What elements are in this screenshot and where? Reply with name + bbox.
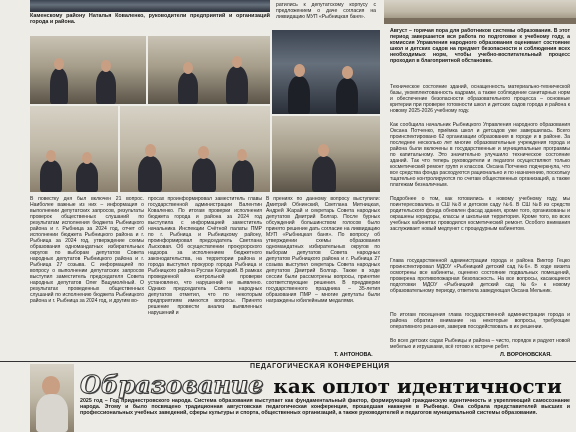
right-col-lead: Август – горячая пора для работников системы образования. В этот период завершается вся работа по подготовке к учебному году, а комиссия Управления народного образования оценивает состояние школ и детских садов на предмет безопасности и соблюдения всех необходимых норм, чтобы учебно-воспитательный процесс проходил в благоприятной обстановке. <box>390 28 570 64</box>
session-photo-5 <box>272 30 380 114</box>
article-col-2: просах проинформировал заместитель главы государственной администрации Валентин Коваленко. По итогам проверки исполнения бюджета города и района за 2024 год выступила с информацией заместитель начальника Инспекции Счётной палаты ПМР по г. Рыбница и Рыбницкому району, проинформировал председатель Светлана Лысковая. Об осуществлении прокурорского надзора за исполнением бюджетного законодательства, на территории района и города выступил прокурор города Рыбница и Рыбницкого района Руслан Калуцкий. В рамках проведенной контрольной проверки установлено, что нарушений не выявлено. Однако председатель Совета народных депутатов отметил, что по некоторым предприятиям имеются вопросы. Принято решение провести анализ выявленных нарушений и <box>148 196 262 316</box>
banner-title-cursive: Образование <box>80 370 264 399</box>
session-photo-1 <box>30 36 146 104</box>
banner-title <box>80 370 576 399</box>
bottom-lead: 2025 год – Год приднестровского народа. Система образования выступает как фундаментальный фактор, формирующий гражданскую идентичность и укрепляющий самосознание народа. Этому и было посвящено традиционная августовская педагогическая конференция, прошедшая накануне в Рыбнице. Она собрала представителей высших и профессиональных учебных заведений, сферы культуры и спорта, общественных организаций, а также руководителей и педагогов муниципальной системы образования. <box>80 398 570 417</box>
session-photo-6 <box>272 116 380 192</box>
right-col-body1: Техническое состояние зданий, оснащенность материально-технической базы, укомплектованность кадрами, а также соблюдение санитарных норм и обеспечение безопасности образовательного процесса – основные критерии при проверке готовности школ и детских садов города и района к новому 2025-2026 учебному году. <box>390 84 570 114</box>
right-col-body4: Глава государственной администрации города и района Виктор Гецко проинспектировал МДОУ «Рыбницкий детский сад №6». В ходе визита осмотрены все кабинеты, оценено состояние подвальных помещений, проверена противопожарная безопасность. На все вопросы, касающиеся подготовки МДОУ «Рыбницкий детский сад №6» к новому образовательному периоду, ответила заведующая Оксана Мельник. <box>390 258 570 294</box>
classroom-photo <box>384 0 576 24</box>
top-mid-fragment: ратились к депутатскому корпусу с предложением о даче согласия на ликвидацию МУП «Рыбницкая баня». <box>276 2 376 20</box>
article-col-1: В повестку дня был включен 21 вопрос. Наиболее важные из них – информация о выполнении депутатских запросов, результаты проверок общественных слушаний по результатам исполнения бюджета Рыбницкого района и г. Рыбница за 2024 год, отчет об исполнении бюджета Рыбницкого района и г. Рыбница за 2024 год, утверждение схемы образования одномандатных избирательных округов по выборам депутатов Совета народных депутатов Рыбницкого района и г. Рыбница 27 созыва. С информацией по вопросу о выполнении депутатских запросов выступил заместитель председателя Совета народных депутатов Олег Вацумолёный. О результатах проведенных общественных слушаний по исполнению бюджета Рыбницкого района и г. Рыбница за 2024 год, и другим во- <box>30 196 144 304</box>
session-photo-4 <box>120 106 270 192</box>
top-left-caption: Каменскому району Наталья Коваленко, руководители предприятий и организаций города и района. <box>30 13 270 26</box>
right-col-body6: Во всех детских садах Рыбницы и района – чисто, порядок и радуют новой мебелью и игрушками, всё готово к встрече ребят. <box>390 338 570 350</box>
session-photo-2 <box>148 36 270 104</box>
article-col-3: В прениях по данному вопросу выступили: Дмитрий Обнинский, Светлана Митницкая, Андрей Жарай и секретарь Совета народных депутатов Дмитрий Болгар. После бурных обсуждений большинством голосов было принято решение дать согласие на ликвидацию МУП «Рыбницкая баня». По вопросу об утверждении схемы образования одномандатных избирательных округов по выборам депутатов Совета народных депутатов Рыбницкого района и г. Рыбница 27 созыва выступил секретарь Совета народных депутатов Дмитрий Болгар. Также в ходе сессии были рассмотрены вопросы, принятие соответствующие решения. В преддверии государственного праздника – 35-летия образования ПМР – многие депутаты были награждены юбилейными медалями. <box>266 196 380 304</box>
top-left-photo <box>30 0 270 12</box>
right-col-body5: По итогам посещения глава государственной администрации города и района обратил внимание на некоторые вопросы, требующие оперативного решения, заверив посодействовать в их решении. <box>390 312 570 330</box>
right-col-body2: Как сообщила начальник Рыбницкого Управления народного образования Оксана Потченко, приёмка школ и детсадов уже завершилась. Всего проинспектировано 62 организации образования в городе и в районе. За последнее несколько лет многие образовательные учреждения города и района были включены в государственные и муниципальные программы по капитальному. Это значительно улучшило техническое состояние зданий. Так что теперь руководители и педагоги осуществляют только косметический ремонт групп и классов. Оксана Потченко подчеркнула, что все средства фонда расходуются рационально и по назначению, поскольку тщательно контролируются по счетам общественных организаций, а также платежам безналичным. <box>390 122 570 188</box>
banner-kicker: ПЕДАГОГИЧЕСКАЯ КОНФЕРЕНЦИЯ <box>250 363 390 370</box>
banner-title-rest: как оплот идентичности <box>273 374 562 398</box>
signature-mid: Т. АНТОНОВА. <box>334 352 373 358</box>
signature-right: Л. ВОРОНОВСКАЯ. <box>500 352 552 358</box>
right-col-body3: Подробнее о том, как готовились к новому учебному году, мы поинтересовались в СШ №8 и детском саду №6. В СШ №8 из средств родительского фонда обновлен фасад здания, кроме того, организованы и окрашены коридоры, классы и школьная территория. Кроме того, во всех учебных кабинетах проводился косметический ремонт. Особого внимания заслуживает новый медпункт с процедурным кабинетом. <box>390 196 570 232</box>
divider-line <box>0 361 576 362</box>
session-photo-3 <box>30 106 118 192</box>
conference-photo <box>30 364 74 432</box>
